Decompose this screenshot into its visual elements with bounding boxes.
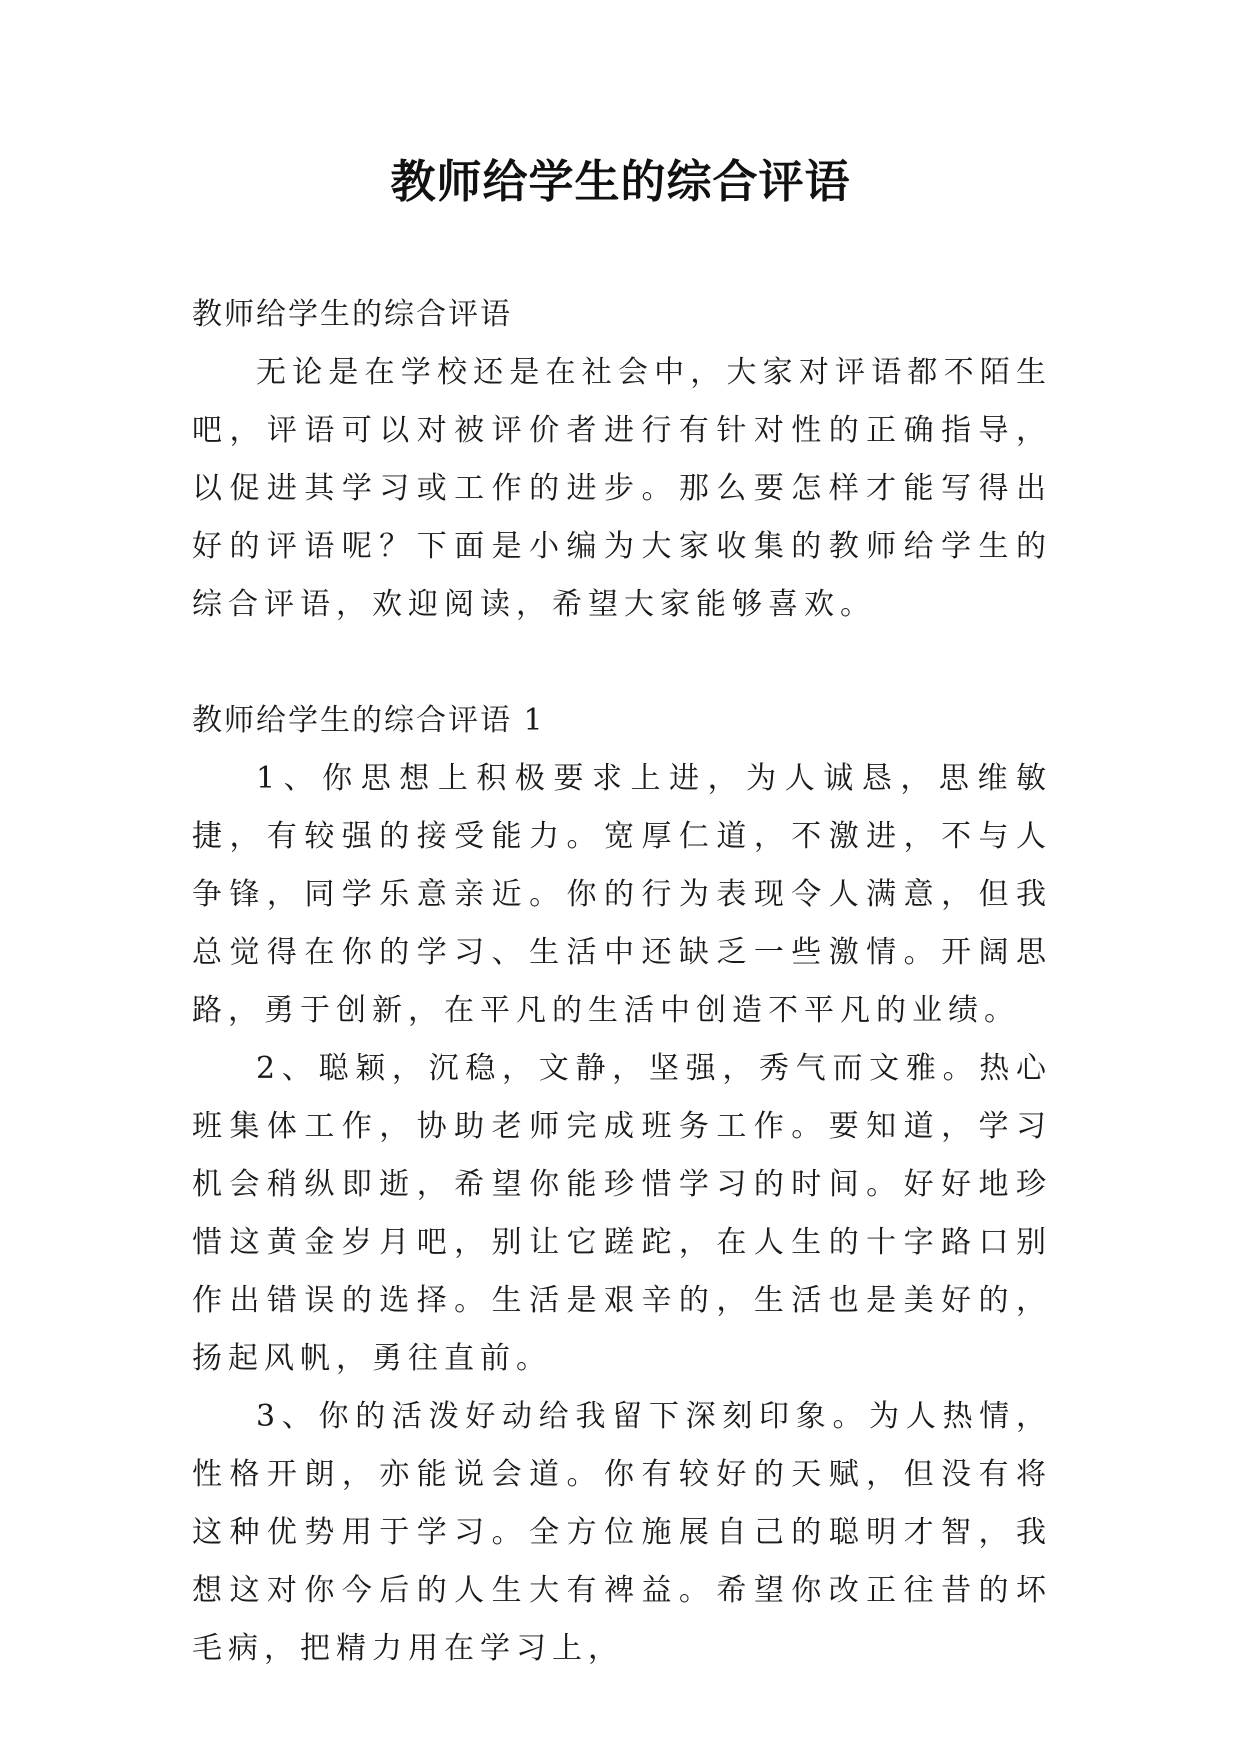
- comment-paragraph-1: 1、你思想上积极要求上进，为人诚恳，思维敏捷，有较强的接受能力。宽厚仁道，不激进，不与人争锋，同学乐意亲近。你的行为表现令人满意，但我总觉得在你的学习、生活中还缺乏一些激情。开阔思路，勇于创新，在平凡的生活中创造不平凡的业绩。: [192, 761, 1052, 1028]
- section-spacer: [192, 634, 1052, 692]
- section-heading: 教师给学生的综合评语 1: [192, 703, 545, 738]
- document-title: 教师给学生的综合评语: [390, 155, 851, 208]
- document-subtitle: 教师给学生的综合评语: [192, 297, 512, 332]
- comment-paragraph-2: 2、聪颖，沉稳，文静，坚强，秀气而文雅。热心班集体工作，协助老师完成班务工作。要知道，学习机会稍纵即逝，希望你能珍惜学习的时间。好好地珍惜这黄金岁月吧，别让它蹉跎，在人生的十字路口别作出错误的选择。生活是艰辛的，生活也是美好的，扬起风帆，勇往直前。: [192, 1051, 1052, 1376]
- document-body: [192, 286, 1052, 1678]
- comment-paragraph-3: 3、你的活泼好动给我留下深刻印象。为人热情，性格开朗，亦能说会道。你有较好的天赋，但没有将这种优势用于学习。全方位施展自己的聪明才智，我想这对你今后的人生大有裨益。希望你改正往昔的坏毛病，把精力用在学习上，: [192, 1399, 1052, 1666]
- intro-paragraph: 无论是在学校还是在社会中，大家对评语都不陌生吧，评语可以对被评价者进行有针对性的正确指导，以促进其学习或工作的进步。那么要怎样才能写得出好的评语呢？下面是小编为大家收集的教师给学生的综合评语，欢迎阅读，希望大家能够喜欢。: [192, 355, 1052, 622]
